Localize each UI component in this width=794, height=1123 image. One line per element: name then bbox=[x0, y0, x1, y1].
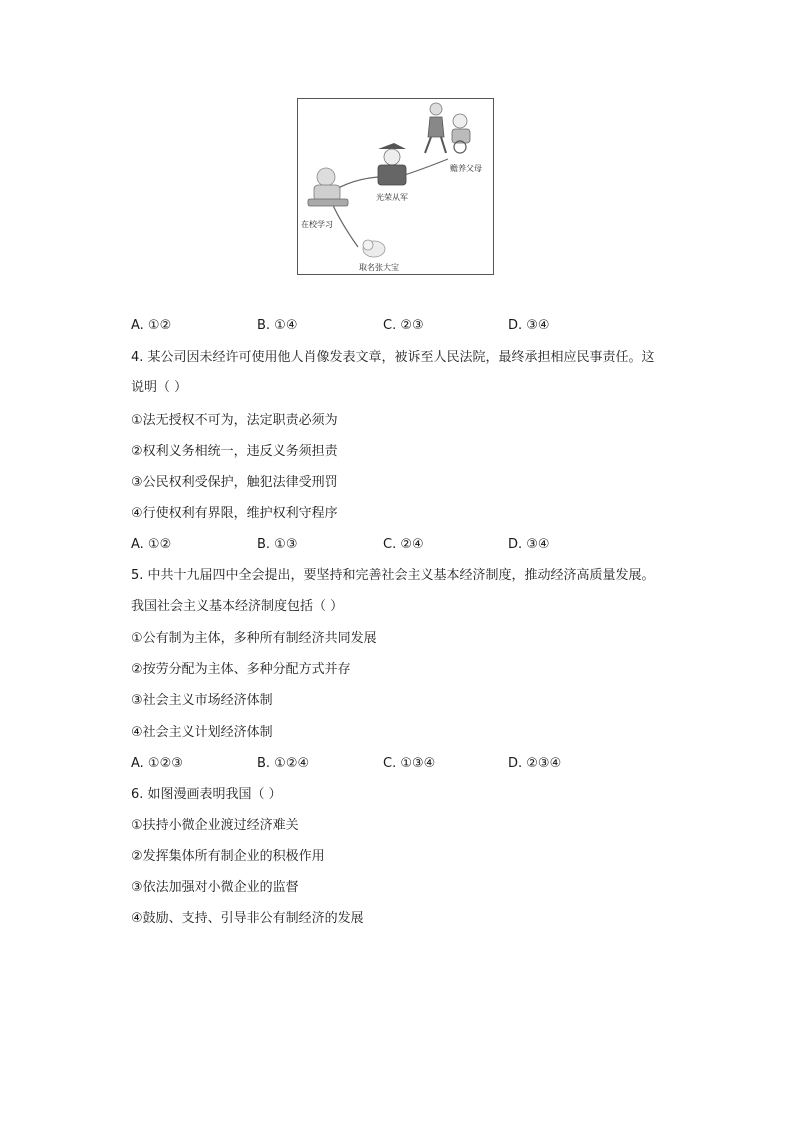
q4-stem-line1: 4. 某公司因未经许可使用他人肖像发表文章，被诉至人民法院，最终承担相应民事责任。这 bbox=[131, 350, 655, 365]
student-icon bbox=[308, 168, 348, 206]
label-support-parents: 赡养父母 bbox=[450, 164, 482, 173]
q5-option-a[interactable]: A. ①②③ bbox=[131, 756, 183, 771]
q4-option-a[interactable]: A. ①② bbox=[131, 537, 172, 552]
q5-option-b[interactable]: B. ①②④ bbox=[257, 756, 310, 771]
q4-option-d[interactable]: D. ③④ bbox=[508, 537, 550, 552]
q3-option-b[interactable]: B. ①④ bbox=[257, 318, 298, 333]
q5-statement-2: ②按劳分配为主体、多种分配方式并存 bbox=[131, 662, 351, 677]
q6-stem: 6. 如图漫画表明我国（ ） bbox=[131, 787, 282, 802]
q4-statement-1: ①法无授权不可为，法定职责必须为 bbox=[131, 413, 338, 428]
label-military: 光荣从军 bbox=[376, 193, 408, 202]
q5-statement-1: ①公有制为主体，多种所有制经济共同发展 bbox=[131, 631, 377, 646]
elder-in-wheelchair-icon bbox=[452, 114, 470, 153]
q4-statement-3: ③公民权利受保护，触犯法律受刑罚 bbox=[131, 475, 338, 490]
q4-statement-4: ④行使权利有界限，维护权利守程序 bbox=[131, 506, 338, 521]
q4-statement-2: ②权利义务相统一，违反义务须担责 bbox=[131, 444, 338, 459]
q4-option-c[interactable]: C. ②④ bbox=[383, 537, 424, 552]
q5-stem-line2: 我国社会主义基本经济制度包括（ ） bbox=[131, 599, 344, 614]
soldier-icon bbox=[378, 143, 406, 185]
caregiver-icon bbox=[425, 103, 446, 153]
q4-options bbox=[131, 537, 651, 553]
timeline-illustration bbox=[298, 99, 495, 276]
baby-icon bbox=[363, 240, 385, 257]
label-naming: 取名张大宝 bbox=[359, 263, 399, 272]
q6-statement-3: ③依法加强对小微企业的监督 bbox=[131, 880, 299, 895]
q3-options bbox=[131, 318, 651, 334]
q5-options bbox=[131, 756, 651, 772]
q3-option-a[interactable]: A. ①② bbox=[131, 318, 172, 333]
q5-option-d[interactable]: D. ②③④ bbox=[508, 756, 562, 771]
q5-option-c[interactable]: C. ①③④ bbox=[383, 756, 436, 771]
q5-statement-4: ④社会主义计划经济体制 bbox=[131, 725, 273, 740]
q5-statement-3: ③社会主义市场经济体制 bbox=[131, 693, 273, 708]
q4-stem-line2: 说明（ ） bbox=[131, 380, 188, 395]
q4-option-b[interactable]: B. ①③ bbox=[257, 537, 298, 552]
q6-statement-1: ①扶持小微企业渡过经济难关 bbox=[131, 818, 299, 833]
life-timeline-figure bbox=[297, 98, 494, 275]
q3-option-c[interactable]: C. ②③ bbox=[383, 318, 424, 333]
q6-statement-4: ④鼓励、支持、引导非公有制经济的发展 bbox=[131, 911, 364, 926]
q3-option-d[interactable]: D. ③④ bbox=[508, 318, 550, 333]
q6-statement-2: ②发挥集体所有制企业的积极作用 bbox=[131, 849, 325, 864]
label-school: 在校学习 bbox=[301, 220, 333, 229]
q5-stem-line1: 5. 中共十九届四中全会提出，要坚持和完善社会主义基本经济制度，推动经济高质量发展。 bbox=[131, 568, 655, 583]
